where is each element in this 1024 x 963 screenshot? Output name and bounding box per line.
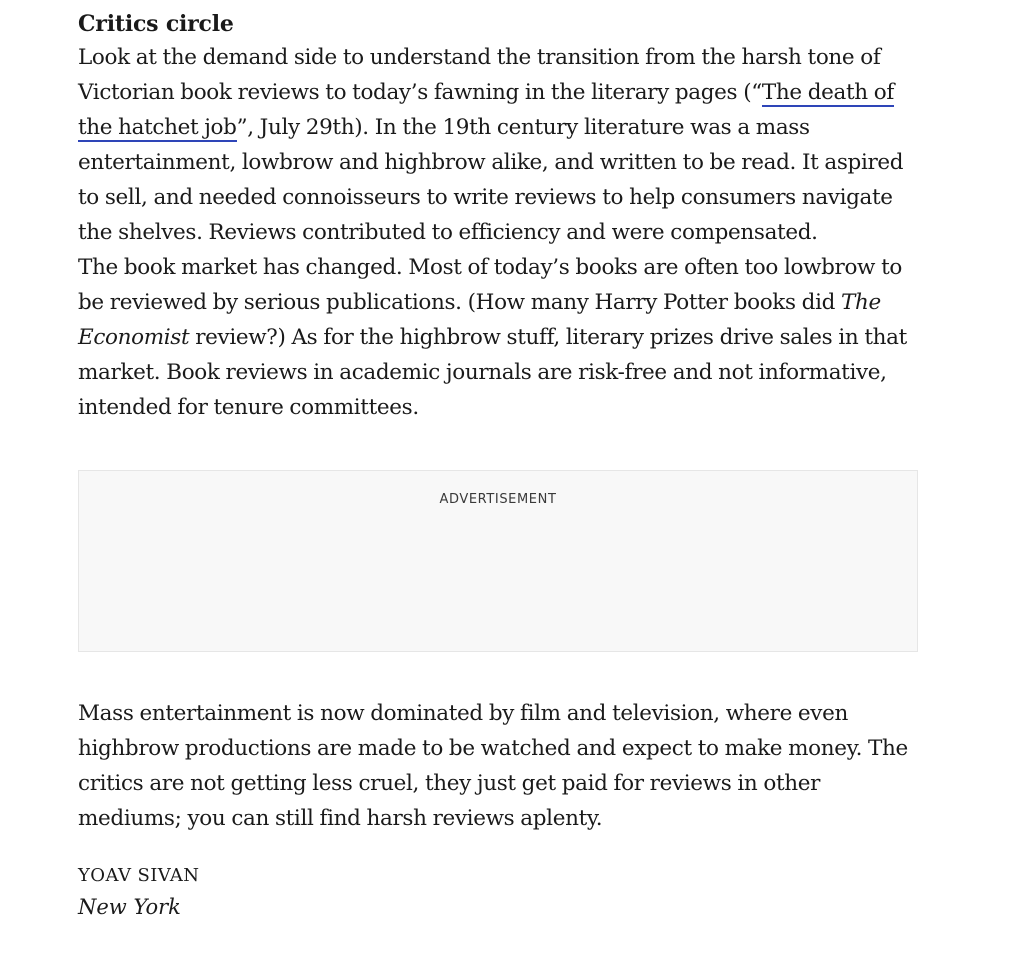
letter-article: [78, 8, 928, 924]
advertisement-label: ADVERTISEMENT: [439, 492, 557, 507]
paragraph-1: [78, 40, 928, 250]
letter-signature: [78, 862, 928, 924]
spacer: [78, 652, 928, 696]
paragraph-1-text-after: ”, July 29th). In the 19th century literature was a mass entertainment, lowbrow and highbrow alike, and written to be read. It aspired to sell, and needed connoisseurs to write reviews to help consumers navigate the shelves. Reviews contributed to efficiency and were compensated.: [78, 115, 904, 245]
paragraph-2-text-before: The book market has changed. Most of today’s books are often too lowbrow to be reviewed by serious publications. (How many Harry Potter books did: [78, 255, 902, 315]
paragraph-3: Mass entertainment is now dominated by film and television, where even highbrow productions are made to be watched and expect to make money. The critics are not getting less cruel, they just get paid for reviews in other mediums; you can still find harsh reviews aplenty.: [78, 701, 908, 831]
paragraph-1-text-before: Look at the demand side to understand the transition from the harsh tone of Victorian book reviews to today’s fawning in the literary pages (“: [78, 45, 881, 105]
advertisement-slot[interactable]: [78, 470, 918, 652]
article-link-death-of-hatchet-job[interactable]: The death of the hatchet job: [78, 80, 894, 140]
paragraph-2: [78, 250, 928, 425]
paragraph-2-text-after: review?) As for the highbrow stuff, literary prizes drive sales in that market. Book reviews in academic journals are risk-free and not informative, intended for tenure committees.: [78, 325, 907, 420]
author-name: YOAV SIVAN: [78, 865, 200, 886]
author-location: New York: [78, 895, 181, 919]
publication-name: The Economist: [78, 290, 881, 350]
letter-heading: Critics circle: [78, 11, 234, 37]
